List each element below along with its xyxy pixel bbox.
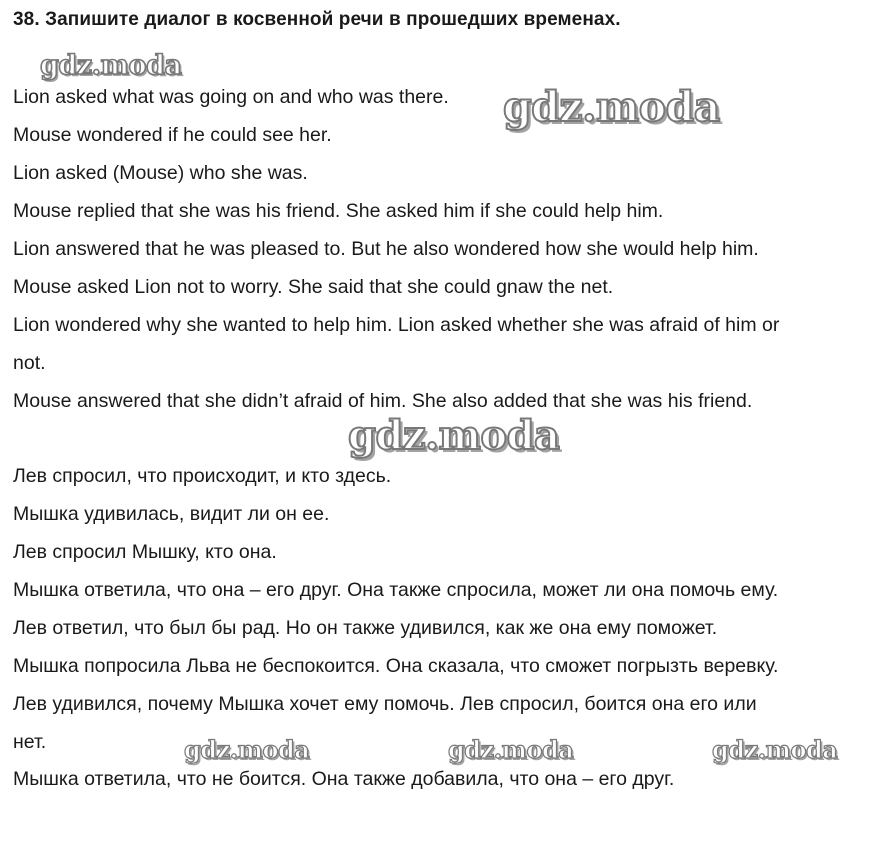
english-line: Mouse replied that she was his friend. She asked him if she could help him. — [13, 200, 664, 222]
english-line: Mouse asked Lion not to worry. She said that she could gnaw the net. — [13, 276, 614, 298]
watermark-logo: gdz.moda — [448, 735, 574, 764]
english-line: Lion asked (Mouse) who she was. — [13, 162, 308, 184]
russian-line: Лев удивился, почему Мышка хочет ему помочь. Лев спросил, боится она его или — [13, 693, 757, 715]
russian-line: Мышка удивилась, видит ли он ее. — [13, 503, 330, 525]
english-line: not. — [13, 352, 46, 374]
task-title: 38. Запишите диалог в косвенной речи в прошедших временах. — [13, 9, 621, 30]
russian-line: Лев спросил, что происходит, и кто здесь. — [13, 465, 392, 487]
english-line: Lion wondered why she wanted to help him. Lion asked whether she was afraid of him or — [13, 314, 780, 336]
english-line: Lion asked what was going on and who was there. — [13, 86, 449, 108]
english-line: Mouse answered that she didn’t afraid of him. She also added that she was his friend. — [13, 390, 753, 412]
russian-line: Мышка ответила, что не боится. Она также добавила, что она – его друг. — [13, 768, 675, 790]
russian-line: Лев ответил, что был бы рад. Но он также удивился, как же она ему поможет. — [13, 617, 718, 639]
watermark-logo: gdz.moda — [503, 83, 720, 131]
english-line: Lion answered that he was pleased to. But he also wondered how she would help him. — [13, 238, 759, 260]
watermark-logo: gdz.moda — [40, 50, 182, 81]
russian-line: Мышка попросила Льва не беспокоится. Она сказала, что сможет погрызть веревку. — [13, 655, 779, 677]
watermark-logo: gdz.moda — [348, 412, 560, 459]
watermark-logo: gdz.moda — [712, 735, 838, 764]
english-line: Mouse wondered if he could see her. — [13, 124, 332, 146]
russian-line: Лев спросил Мышку, кто она. — [13, 541, 277, 563]
russian-line: нет. — [13, 731, 47, 753]
watermark-logo: gdz.moda — [184, 735, 310, 764]
russian-line: Мышка ответила, что она – его друг. Она также спросила, может ли она помочь ему. — [13, 579, 779, 601]
